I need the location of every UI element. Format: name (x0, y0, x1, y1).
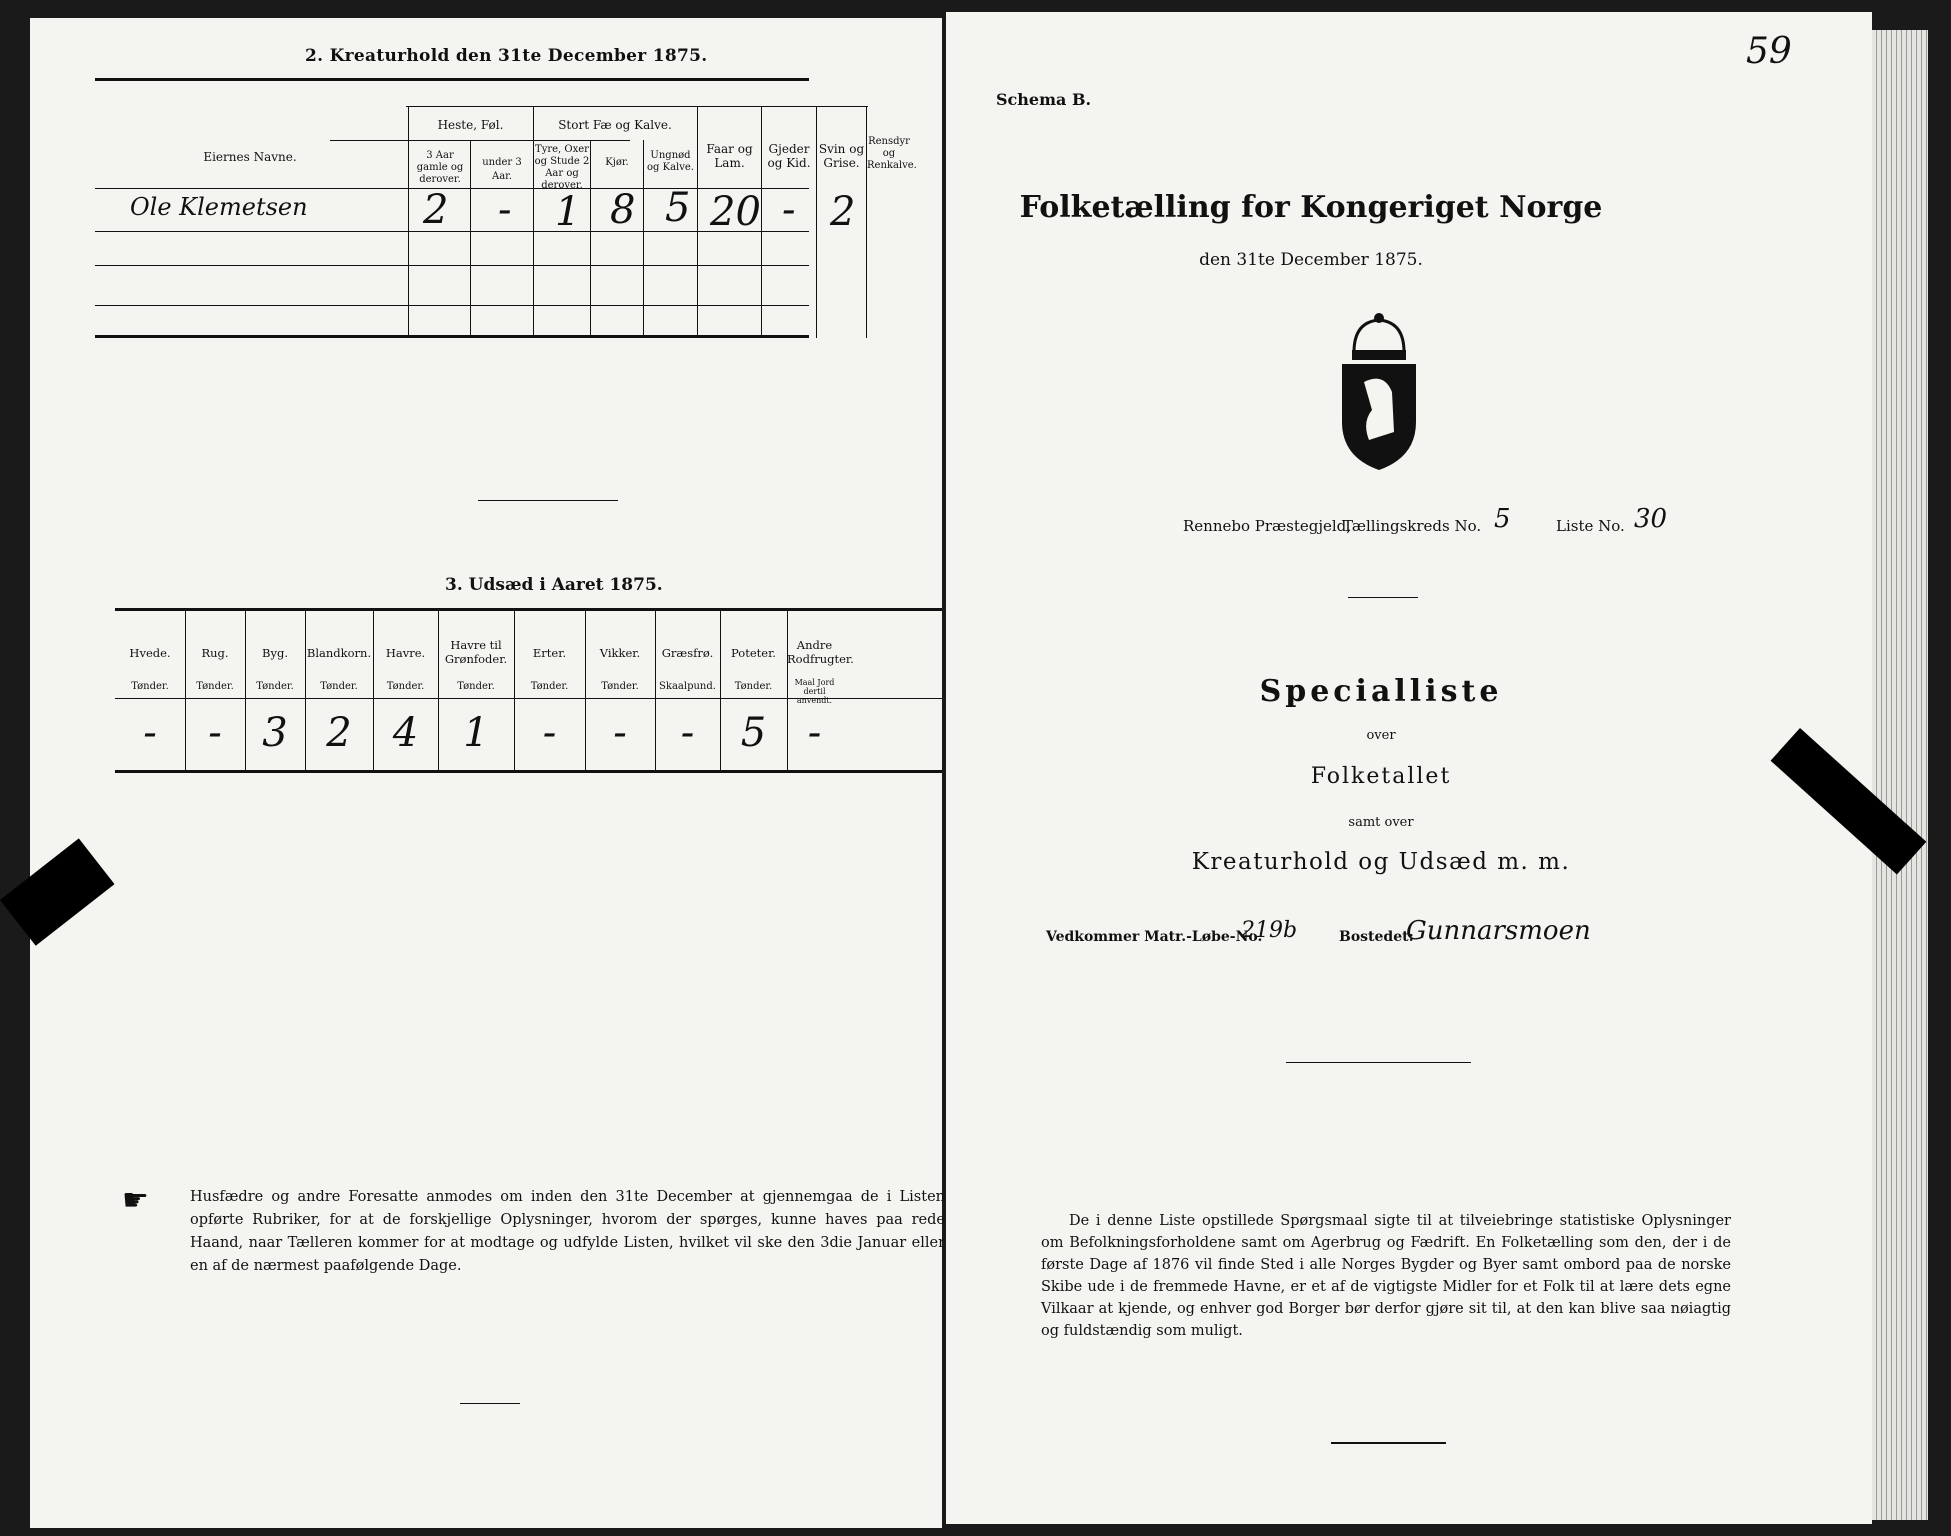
val-pigs: 2 (830, 189, 856, 235)
seed-col-5-unit: Tønder. (457, 681, 495, 692)
seed-col-1-name: Rug. (201, 646, 229, 660)
notice-text: Husfædre og andre Foresatte anmodes om inden den 31te December at gjennemgaa de i Listen opførte Rubriker, for at de forskjellige Oplysninger, hvorom der spørges, kunne haves paa rede Haand, naar Tælleren kommer for at modtage og udfylde Listen, hvilket vil ske den 3die Januar eller en af de nærmest paafølgende Dage. (190, 1189, 945, 1274)
seed-val-1: - (208, 710, 222, 756)
seed-col-2-unit: Tønder. (256, 681, 294, 692)
bosted-value: Gunnarsmoen (1406, 916, 1591, 946)
seed-col-6-unit: Tønder. (530, 681, 569, 692)
census-title: Folketælling for Kongeriget Norge (1019, 190, 1603, 225)
val-sheep: 20 (710, 189, 761, 235)
seed-col-4-name: Havre. (385, 646, 426, 660)
seed-col-2-name: Byg. (262, 646, 288, 660)
seed-val-6: - (542, 710, 557, 756)
seed-col-10-unit: Maal Jord dertil anvendt. (794, 678, 835, 705)
col-pigs: Svin og Grise. (818, 142, 865, 170)
owner-name: Ole Klemetsen (130, 193, 308, 221)
seed-val-0: - (143, 710, 157, 756)
val-horse-young: - (498, 187, 512, 233)
col-young-cattle: Ungnød og Kalve. (647, 150, 694, 173)
page-edges (1872, 30, 1928, 1520)
parish-label: Rennebo Præstegjeld, (1183, 517, 1352, 535)
seed-val-10: - (807, 710, 822, 756)
folketallet-label: Folketallet (1310, 764, 1452, 789)
val-bulls: 1 (555, 189, 581, 235)
seed-col-0-unit: Tønder. (131, 681, 169, 692)
seed-col-3-unit: Tønder. (320, 681, 358, 692)
seed-col-8-unit: Skaalpund. (659, 681, 716, 692)
special-title: Specialliste (1259, 674, 1503, 709)
cattle-header: Stort Fæ og Kalve. (558, 118, 672, 132)
col-goats: Gjeder og Kid. (767, 142, 811, 170)
seed-col-7-unit: Tønder. (601, 681, 639, 692)
val-goats: - (782, 187, 796, 233)
col-cows: Kjør. (605, 157, 629, 168)
list-label: Liste No. (1556, 517, 1625, 535)
seed-val-5: 1 (463, 710, 489, 756)
samt-over-label: samt over (1348, 815, 1414, 830)
seed-col-10-name: Andre Rodfrugter. (787, 638, 854, 666)
bosted-label: Bostedet: (1339, 929, 1414, 945)
matr-label: Vedkommer Matr.-Løbe-No. (1046, 929, 1263, 945)
census-date: den 31te December 1875. (1199, 250, 1423, 270)
seed-col-3-name: Blandkorn. (306, 646, 372, 660)
seed-col-4-unit: Tønder. (386, 681, 425, 692)
owner-header: Eiernes Navne. (203, 150, 297, 164)
seed-val-4: 4 (392, 710, 419, 756)
seed-col-1-unit: Tønder. (196, 681, 234, 692)
seed-col-5-name: Havre til Grønfoder. (444, 638, 508, 666)
coat-of-arms-icon (1334, 312, 1424, 472)
list-value: 30 (1634, 504, 1668, 534)
seed-val-8: - (680, 710, 695, 756)
seed-col-8-name: Græsfrø. (661, 646, 714, 660)
val-young-cattle: 5 (665, 185, 691, 231)
col-horse-young: under 3 Aar. (482, 157, 522, 182)
col-sheep: Faar og Lam. (706, 142, 753, 170)
section2-title: 2. Kreaturhold den 31te December 1875. (305, 46, 708, 66)
pointing-hand-icon: ☛ (122, 1183, 149, 1218)
seed-val-9: 5 (740, 710, 767, 756)
seed-col-7-name: Vikker. (599, 646, 641, 660)
over-label: over (1366, 728, 1396, 743)
val-cows: 8 (610, 187, 636, 233)
seed-val-3: 2 (326, 710, 352, 756)
matr-value: 219b (1241, 918, 1298, 943)
district-label: Tællingskreds No. (1343, 517, 1482, 535)
seed-val-7: - (613, 710, 627, 756)
col-reindeer: Rensdyr og Renkalve. (867, 136, 917, 171)
horses-header: Heste, Føl. (437, 118, 504, 132)
seed-col-9-unit: Tønder. (734, 681, 773, 692)
seed-col-9-name: Poteter. (731, 646, 776, 660)
val-horse-old: 2 (423, 187, 449, 233)
schema-label: Schema B. (996, 90, 1092, 109)
seed-col-0-name: Hvede. (129, 646, 171, 660)
district-value: 5 (1494, 504, 1511, 534)
seed-col-6-name: Erter. (532, 646, 567, 660)
right-page (946, 12, 1872, 1524)
col-horse-old: 3 Aar gamle og derover. (416, 150, 464, 185)
left-page (30, 18, 945, 1528)
section3-title: 3. Udsæd i Aaret 1875. (445, 575, 663, 595)
col-bulls: Tyre, Oxer og Stude 2 Aar og derover. (534, 144, 590, 191)
page-number: 59 (1746, 31, 1792, 72)
seed-val-2: 3 (262, 710, 288, 756)
footer-text: De i denne Liste opstillede Spørgsmaal sigte til at tilveiebringe statistiske Oplysninger om Befolkningsforholdene samt om Agerbrug og Fædrift. En Folketælling som den, der i de første Dage af 1876 vil finde Sted i alle Norges Bygder og Byer samt ombord paa de norske Skibe ude i de fremmede Havne, er et af de vigtigste Midler for et Folk til at lære dets egne Vilkaar at kjende, og enhver god Borger bør derfor gjøre sit til, at den kan blive saa nøiagtig og fuldstændig som muligt. (1041, 1213, 1731, 1339)
kreatur-label: Kreaturhold og Udsæd m. m. (1191, 849, 1571, 875)
